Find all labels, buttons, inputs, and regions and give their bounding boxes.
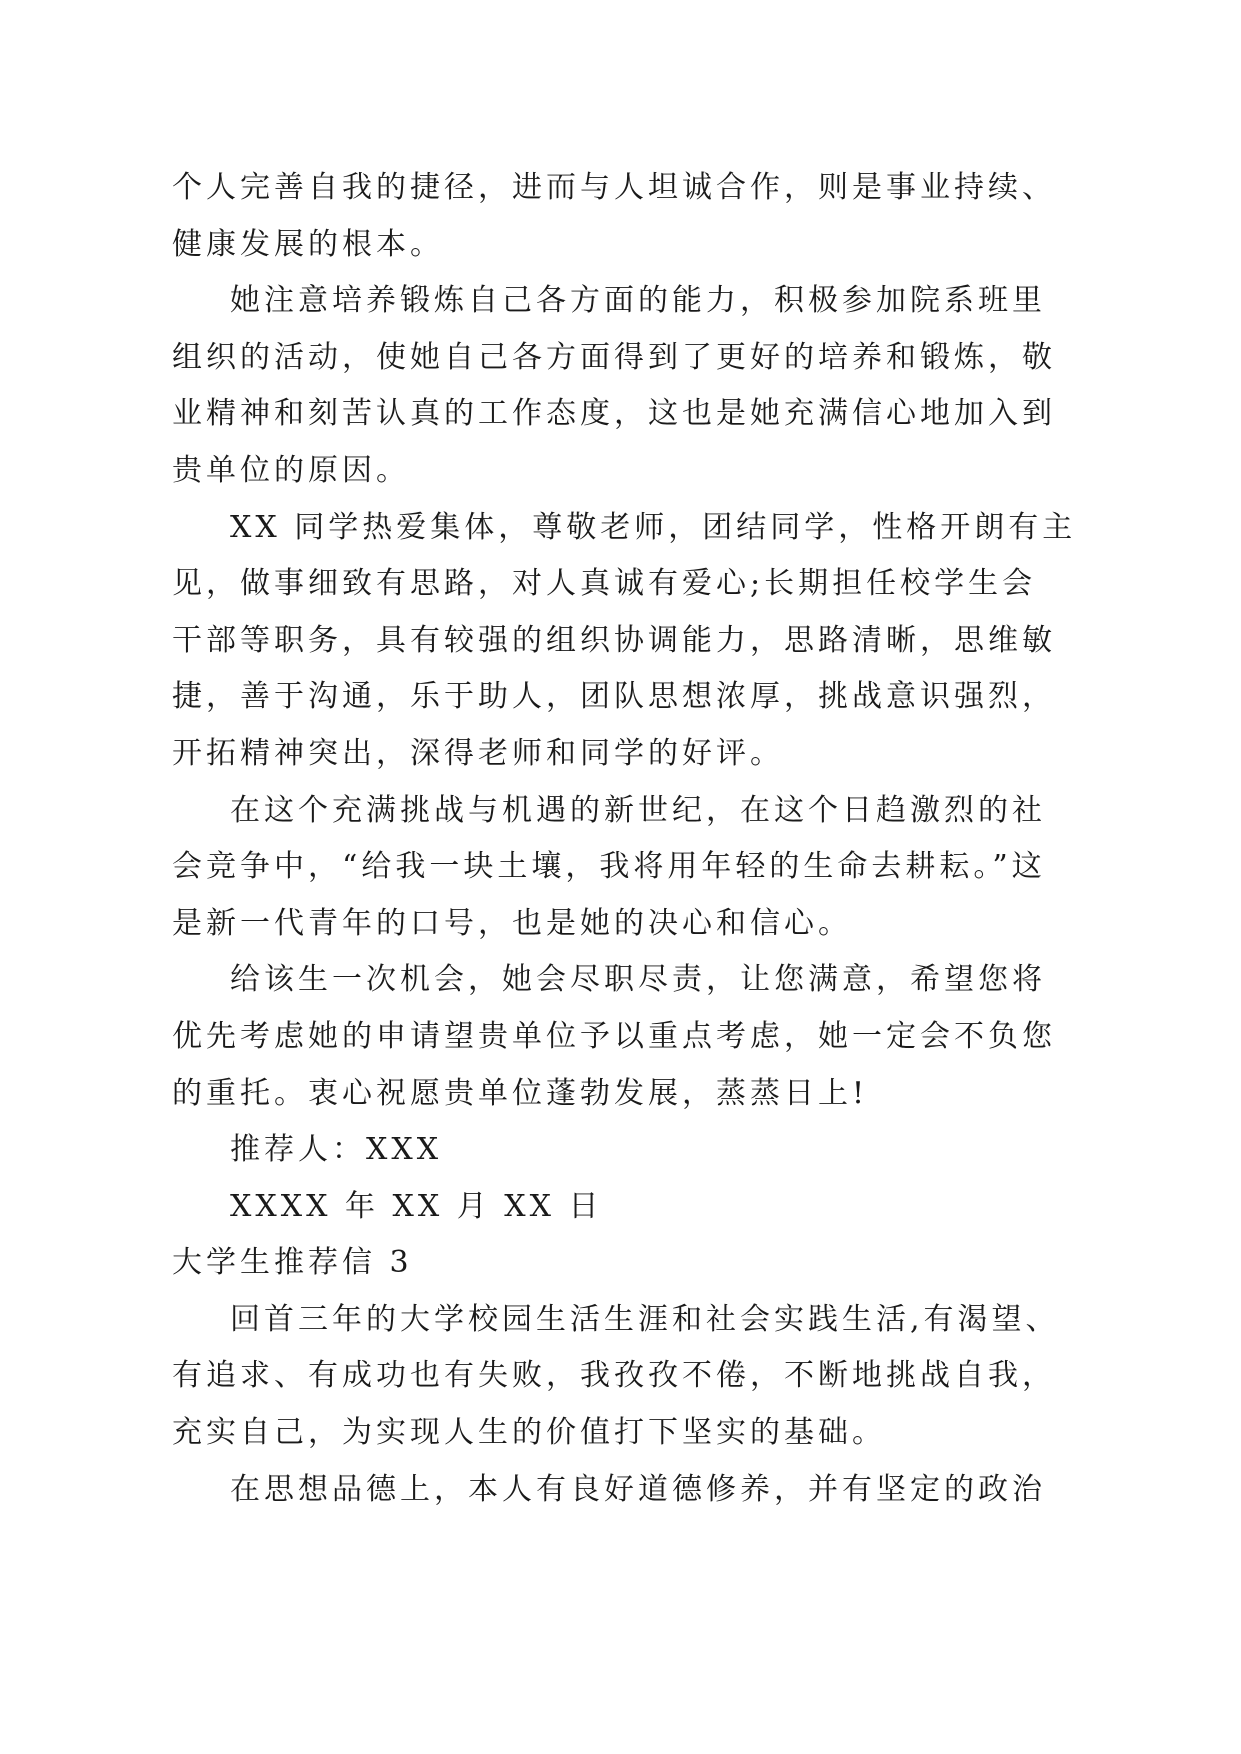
text-line: 开拓精神突出，深得老师和同学的好评。 [172, 735, 784, 771]
text-line: 是新一代青年的口号，也是她的决心和信心。 [172, 905, 852, 941]
text-line: 组织的活动，使她自己各方面得到了更好的培养和锻炼，敬 [172, 339, 1056, 375]
paragraph-start-line: 回首三年的大学校园生活生涯和社会实践生活,有渴望、 [230, 1301, 1060, 1337]
text-line: 业精神和刻苦认真的工作态度，这也是她充满信心地加入到 [172, 396, 1056, 432]
paragraph-start-line: 她注意培养锻炼自己各方面的能力，积极参加院系班里 [230, 283, 1046, 319]
text-line: 干部等职务，具有较强的组织协调能力，思路清晰，思维敏 [172, 622, 1056, 658]
text-line: 见，做事细致有思路，对人真诚有爱心;长期担任校学生会 [172, 566, 1037, 602]
paragraph-start-line: 在思想品德上，本人有良好道德修养，并有坚定的政治 [230, 1471, 1046, 1507]
section-heading: 大学生推荐信 3 [172, 1245, 413, 1281]
text-line: 的重托。衷心祝愿贵单位蓬勃发展，蒸蒸日上! [172, 1075, 869, 1111]
text-line: 健康发展的根本。 [172, 226, 444, 262]
text-line: 个人完善自我的捷径，进而与人坦诚合作，则是事业持续、 [172, 170, 1056, 205]
text-line: 充实自己，为实现人生的价值打下坚实的基础。 [172, 1415, 886, 1451]
document-page [172, 160, 1092, 1518]
text-line: 有追求、有成功也有失败，我孜孜不倦，不断地挑战自我， [172, 1358, 1056, 1394]
text-line: 优先考虑她的申请望贵单位予以重点考虑，她一定会不负您 [172, 1018, 1056, 1054]
signature-line: 推荐人：XXX [230, 1132, 443, 1168]
text-line: 贵单位的原因。 [172, 452, 410, 488]
paragraph-start-line: 给该生一次机会，她会尽职尽责，让您满意，希望您将 [230, 962, 1046, 998]
text-line: 会竞争中，“给我一块土壤，我将用年轻的生命去耕耘。”这 [172, 849, 1046, 885]
paragraph-start-line: 在这个充满挑战与机遇的新世纪，在这个日趋激烈的社 [230, 792, 1046, 828]
text-line: 捷，善于沟通，乐于助人，团队思想浓厚，挑战意识强烈， [172, 679, 1056, 715]
date-line: XXXX 年 XX 月 XX 日 [230, 1188, 603, 1224]
paragraph-start-line: XX 同学热爱集体，尊敬老师，团结同学，性格开朗有主 [230, 509, 1077, 545]
